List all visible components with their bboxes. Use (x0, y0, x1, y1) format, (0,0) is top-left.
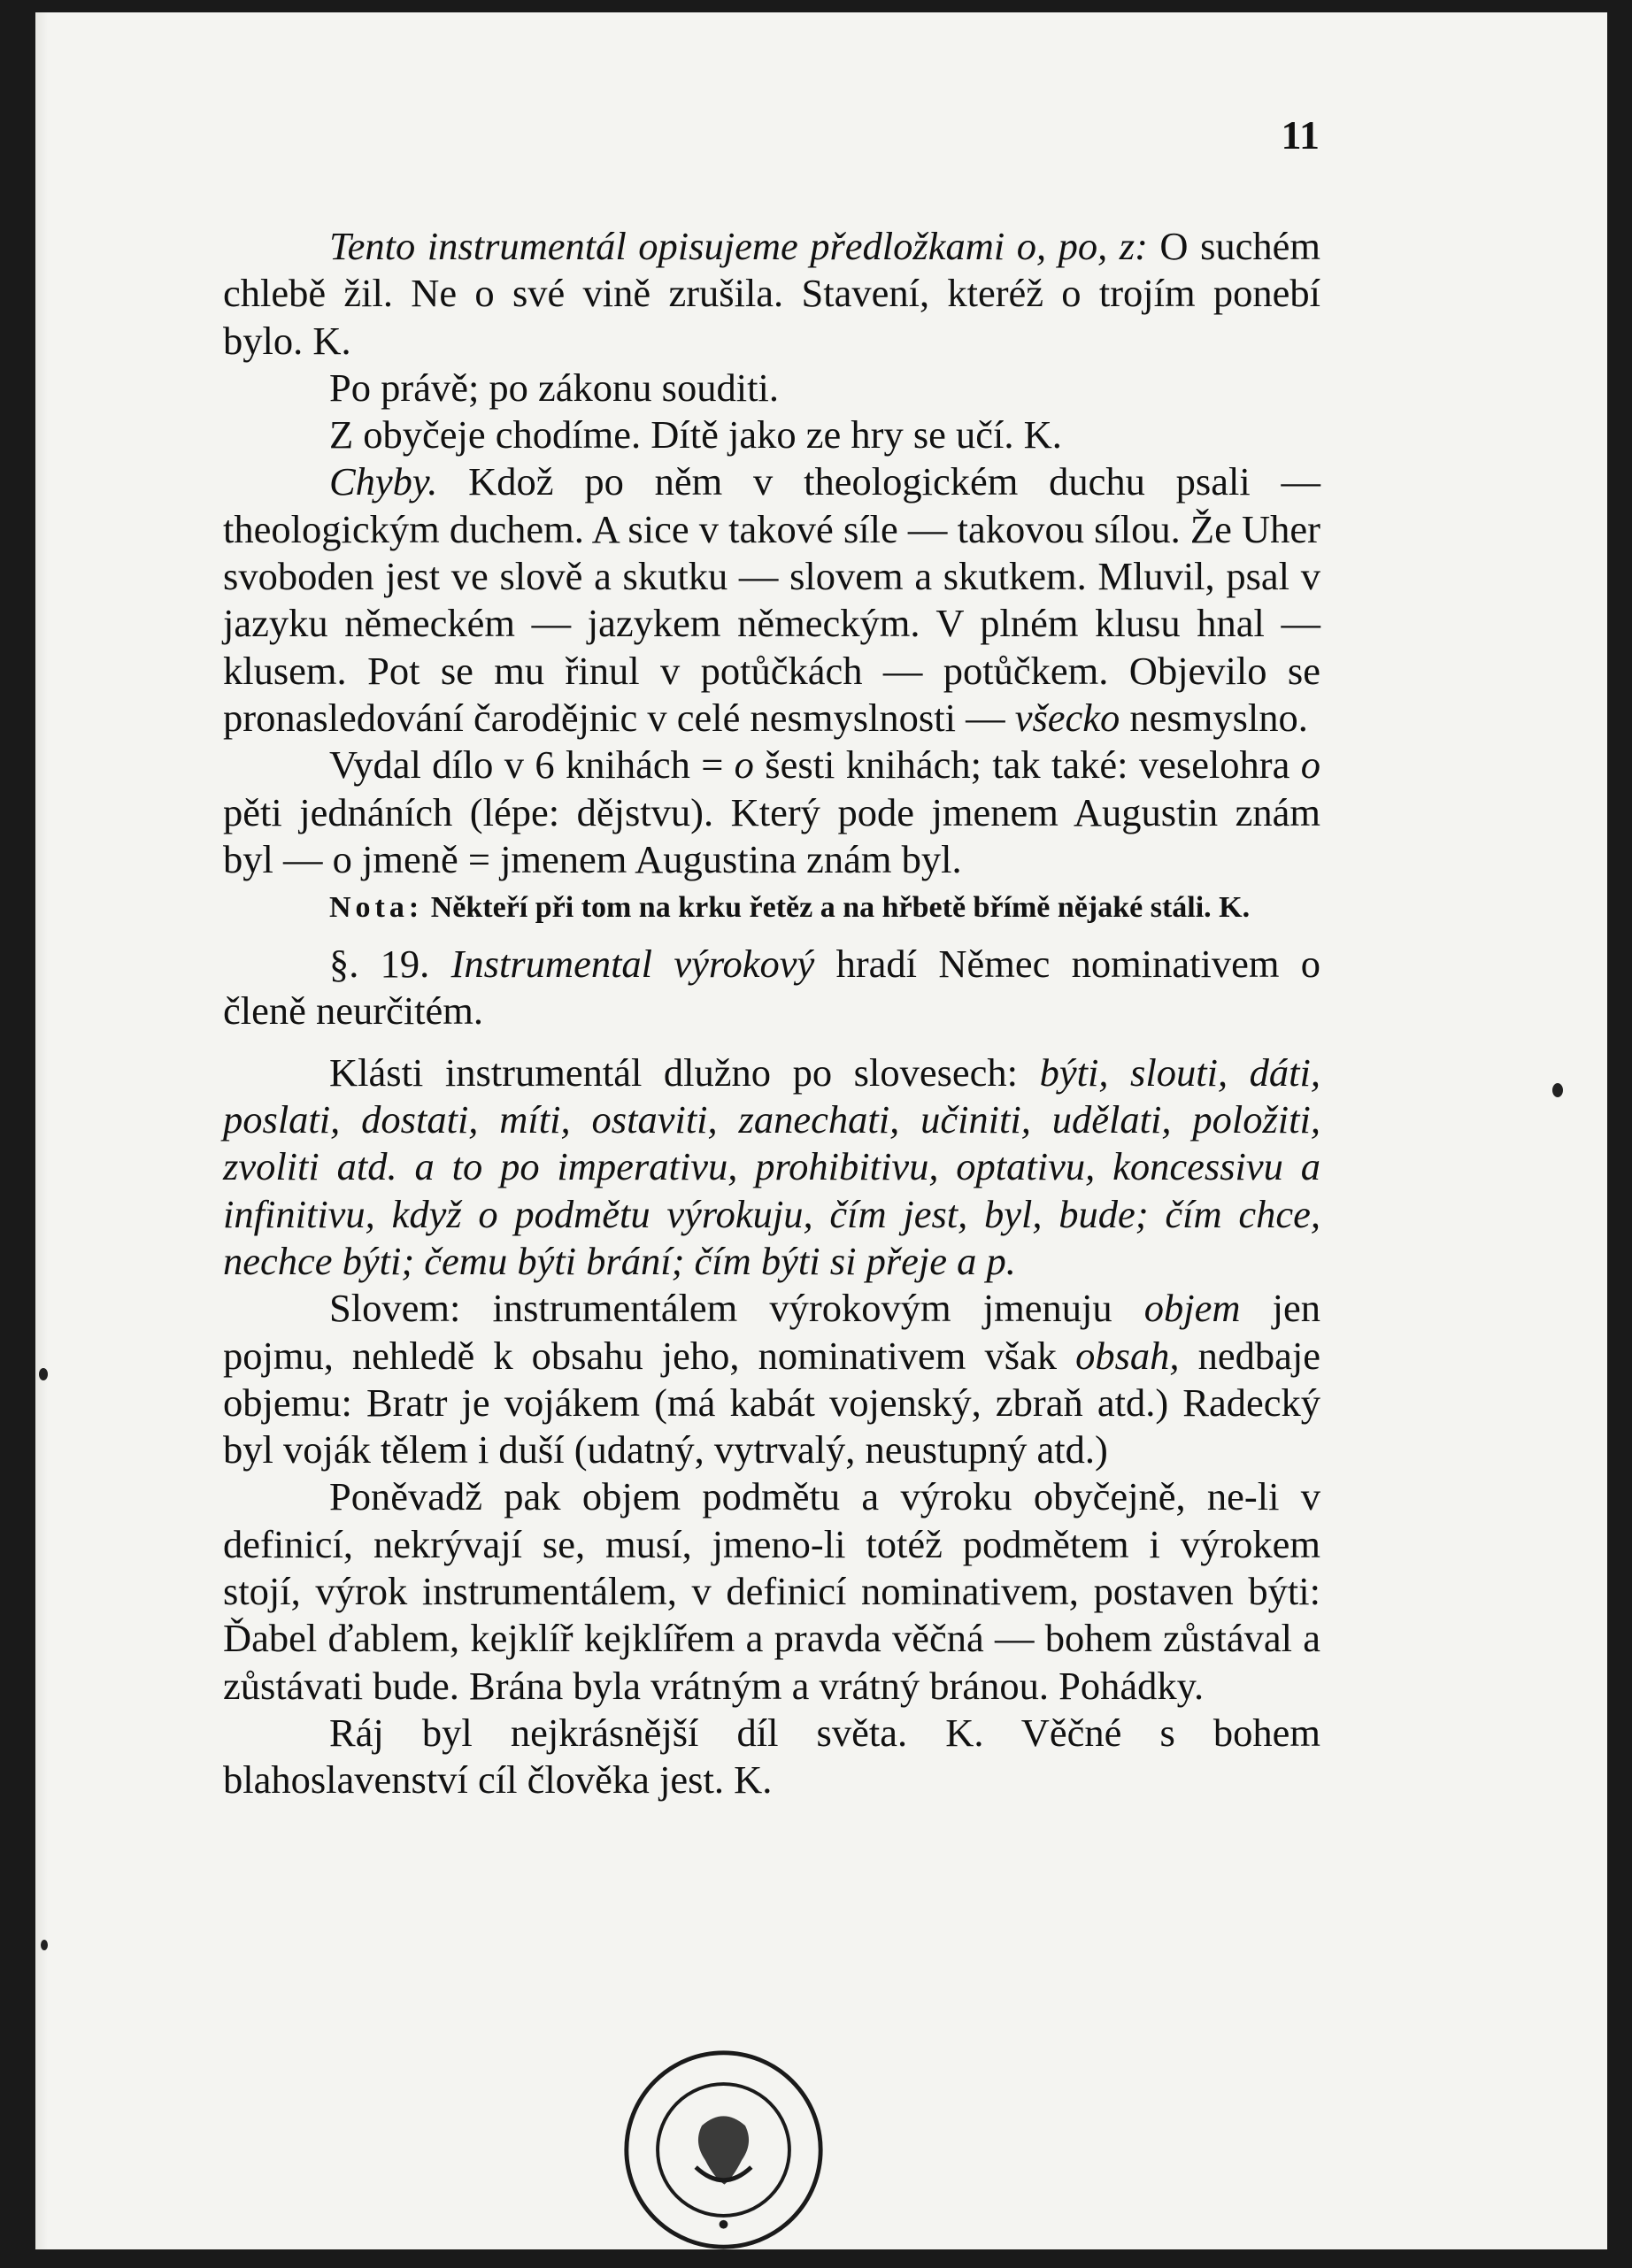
italic-run: o (1300, 742, 1320, 788)
italic-run: býti, slouti, dáti, poslati, dostati, míti, ostaviti, zanechati, učiniti, udělati, položiti, zvoliti atd. a to po imperativu, prohibitivu, optativu, koncessivu a infinitivu, když o podmětu výrokuju, čím jest, byl, bude; čím chce, nechce býti; čemu býti brání; čím býti si přeje a p. (223, 1049, 1320, 1283)
text-paragraph (223, 742, 1320, 883)
text-run: pěti jednáních (lépe: dějstvu). Který pode jmenem Augustin znám byl — o jmeně = jmenem Augustina znám byl. (223, 789, 1320, 881)
text-run: Klásti instrumentál dlužno po slovesech: (329, 1049, 1040, 1095)
text-paragraph (223, 365, 1320, 411)
text-paragraph (223, 1473, 1320, 1709)
text-paragraph (223, 458, 1320, 742)
text-run: Vydal dílo v 6 knihách = (329, 742, 735, 788)
library-stamp (620, 2046, 828, 2249)
italic-run: Instrumental výrokový (450, 942, 815, 987)
text-paragraph (223, 941, 1320, 1035)
text-run: Ráj byl nejkrásnější díl světa. K. Věčné s bohem blahoslavenství cíl člověka jest. K. (223, 1710, 1320, 1803)
text-paragraph (223, 1049, 1320, 1285)
text-run: nesmyslno. (1120, 695, 1308, 740)
page-edge (35, 12, 48, 2249)
page-number: 11 (1281, 112, 1320, 158)
text-run: šesti knihách; tak také: veselohra (753, 742, 1301, 788)
italic-run: všecko (1014, 695, 1120, 740)
book-page (35, 12, 1607, 2249)
body-text (223, 223, 1320, 1804)
text-run: Slovem: instrumentálem výrokovým jmenuju (329, 1286, 1144, 1331)
text-run: Po právě; po zákonu souditi. (329, 365, 779, 410)
text-paragraph (223, 1285, 1320, 1473)
text-run: O suchém chlebě žil. Ne o své vině zrušila. Stavení, kteréž o trojím ponebí bylo. K. (223, 224, 1320, 363)
text-run: nedbaje objemu: Bratr je vojákem (má kabát vojenský, zbraň atd.) Radecký byl voják tělem i duší (udatný, vytrvalý, neustupný atd.) (223, 1333, 1320, 1472)
text-run: Z obyčeje chodíme. Dítě jako ze hry se učí. K. (329, 412, 1062, 457)
ink-speck (39, 1368, 48, 1380)
text-run: Nota: (329, 891, 424, 925)
footnote-paragraph (223, 887, 1320, 928)
ink-speck (41, 1940, 48, 1950)
text-run: hradí Němec nominativem o členě neurčitém. (223, 942, 1321, 1034)
stamp-seal-icon (620, 2046, 828, 2249)
italic-run: objem (1143, 1286, 1241, 1331)
text-run: Poněvadž pak objem podmětu a výroku obyčejně, ne-li v definicí, nekrývají se, musí, jmeno-li totéž podmětem i výrokem stojí, výrok instrumentálem, v definicí nominativem, postaven býti: Ďabel ďablem, kejklíř kejklířem a pravda věčná — bohem zůstával a zůstávati bude. Brána byla vrátným a vrátný bránou. Pohádky. (223, 1474, 1320, 1708)
italic-run: obsah, (1075, 1333, 1180, 1378)
ink-speck (1552, 1083, 1563, 1097)
text-run: Kdož po něm v theologickém duchu psali — theologickým duchem. A sice v takové síle — takovou sílou. Že Uher svoboden jest ve slově a skutku — slovem a skutkem. Mluvil, psal v jazyku německém — jazykem německým. V plném klusu hnal — klusem. Pot se mu řinul v potůčkách — potůčkem. Objevilo se pronasledování čarodějnic v celé nesmyslnosti — (223, 459, 1320, 740)
text-run: Někteří při tom na krku řetěz a na hřbetě břímě nějaké stáli. K. (423, 891, 1251, 925)
italic-run: Tento instrumentál opisujeme předložkami o, po, z: (329, 224, 1148, 268)
text-run: jen pojmu, nehledě k obsahu jeho, nominativem však (223, 1286, 1320, 1378)
text-paragraph (223, 1710, 1320, 1804)
text-paragraph (223, 411, 1320, 458)
text-paragraph (223, 223, 1320, 365)
text-run: §. 19. (329, 942, 451, 987)
italic-run: Chyby. (329, 459, 438, 504)
italic-run: o (734, 742, 754, 788)
